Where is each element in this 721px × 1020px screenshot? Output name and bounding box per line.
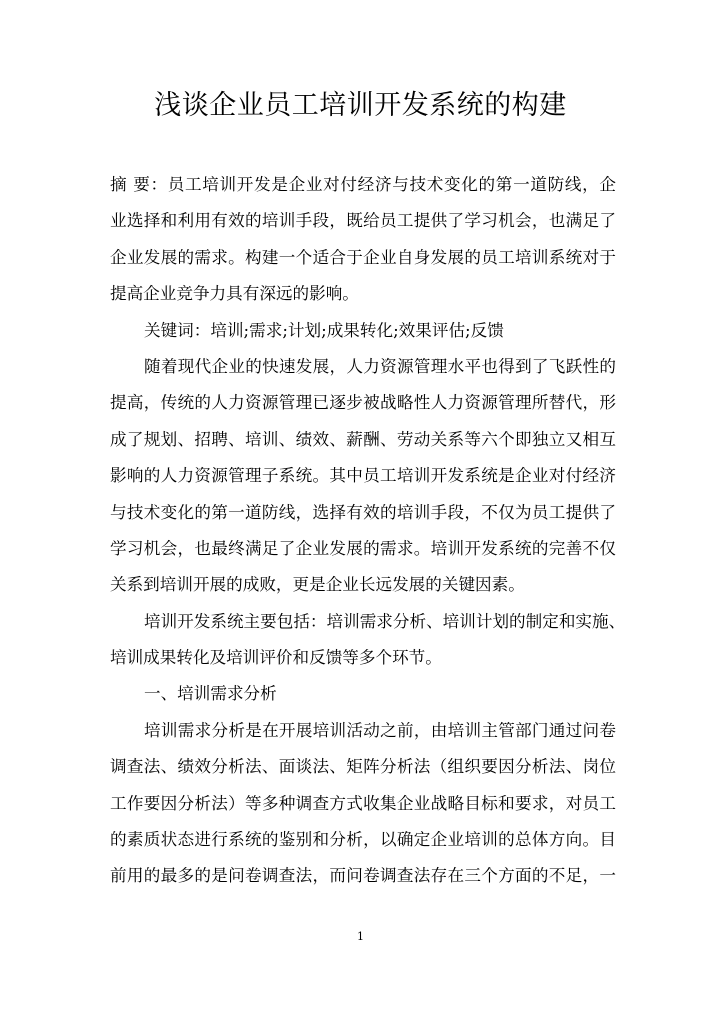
document-body [110,167,626,895]
paragraph-2-line-2: 培训成果转化及培训评价和反馈等多个环节。 [110,648,442,668]
paragraph-3-line-3: 工作要因分析法）等多种调查方式收集企业战略目标和要求，对员工 [110,793,616,813]
paragraph-1-line-1: 随着现代企业的快速发展，人力资源管理水平也得到了飞跃性的 [144,356,616,376]
abstract-line-2: 业选择和利用有效的培训手段，既给员工提供了学习机会，也满足了 [110,211,616,231]
abstract-line-4: 提高企业竞争力具有深远的影响。 [110,284,359,304]
document-title: 浅谈企业员工培训开发系统的构建 [154,90,567,121]
paragraph-3-line-1: 培训需求分析是在开展培训活动之前，由培训主管部门通过问卷 [144,720,616,740]
page-number: 1 [357,930,364,943]
abstract-line-3: 企业发展的需求。构建一个适合于企业自身发展的员工培训系统对于 [110,247,616,267]
paragraph-2-line-1: 培训开发系统主要包括：培训需求分析、培训计划的制定和实施、 [144,611,626,631]
paragraph-1-line-4: 影响的人力资源管理子系统。其中员工培训开发系统是企业对付经济 [110,466,616,486]
section-heading: 一、培训需求分析 [144,684,277,704]
paragraph-3-line-5: 前用的最多的是问卷调查法，而问卷调查法存在三个方面的不足，一 [110,866,616,886]
paragraph-1-line-6: 学习机会，也最终满足了企业发展的需求。培训开发系统的完善不仅 [110,538,616,558]
keywords-line: 关键词：培训;需求;计划;成果转化;效果评估;反馈 [144,320,504,340]
paragraph-3-line-4: 的素质状态进行系统的鉴别和分析，以确定企业培训的总体方向。目 [110,830,616,850]
paragraph-1-line-5: 与技术变化的第一道防线，选择有效的培训手段，不仅为员工提供了 [110,502,616,522]
paragraph-1-line-2: 提高，传统的人力资源管理已逐步被战略性人力资源管理所替代，形 [110,393,616,413]
paragraph-1-line-3: 成了规划、招聘、培训、绩效、薪酬、劳动关系等六个即独立又相互 [110,429,616,449]
paragraph-1-line-7: 关系到培训开展的成败，更是企业长远发展的关键因素。 [110,575,525,595]
abstract-line-1: 摘 要：员工培训开发是企业对付经济与技术变化的第一道防线，企 [110,175,616,194]
paragraph-3-line-2: 调查法、绩效分析法、面谈法、矩阵分析法（组织要因分析法、岗位 [110,757,616,777]
